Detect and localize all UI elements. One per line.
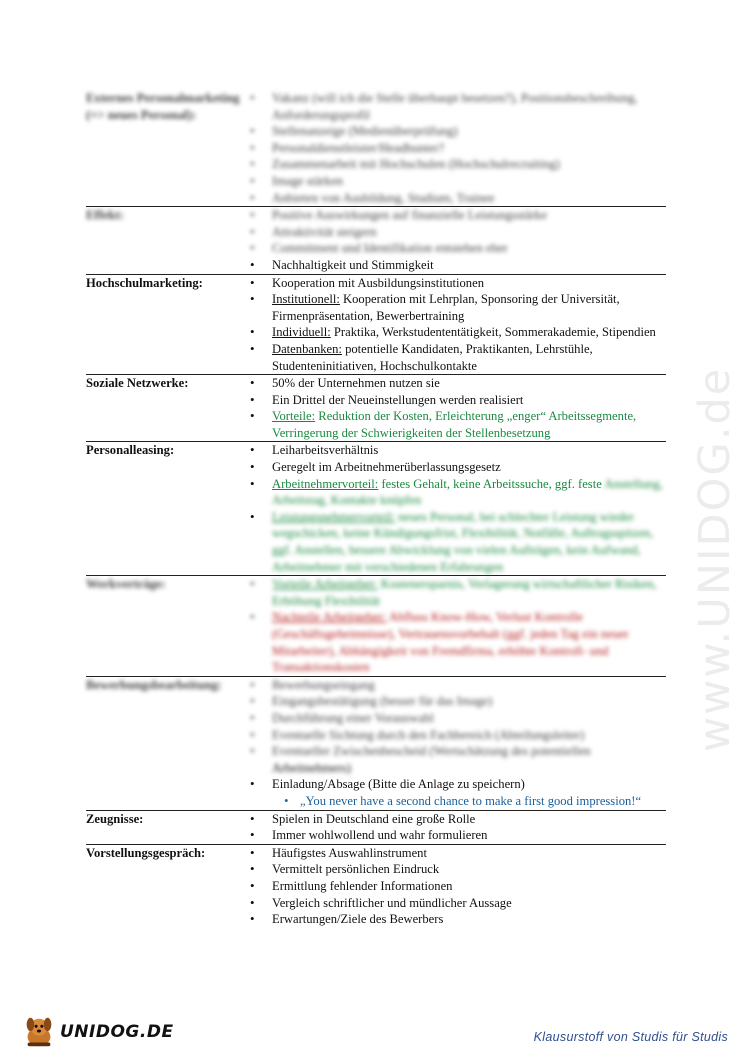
bullet-item — [272, 90, 666, 123]
footer-tagline: Klausurstoff von Studis für Studis — [533, 1030, 728, 1044]
bullet-text: Eventueller Zwischenbescheid (Wertschätzung des potentiellen — [272, 744, 591, 759]
bullet-text: Bewerbungseingang — [272, 677, 375, 692]
bullet-text: Kooperation mit Lehrplan, Sponsoring der Universität, Firmenpräsentation, Bewerbertraining — [272, 292, 620, 323]
bullet-text: Eingangsbestätigung (besser für das Image) — [272, 694, 493, 709]
section-topic: Werkverträge: — [86, 576, 246, 677]
bullet-text: neues Personal, bei schlechter Leistung wieder wegschicken, keine Kündigungsfrist, Flexibilität, Notfälle, Auftragsspitzen, ggf. Anstellen, bessere Abwicklung von vielen Aufträgen, kein Aufwand, Arbeitnehmer mit verschiedenen Erfahrungen — [272, 509, 654, 574]
logo-text: UNIDOG.DE — [60, 1022, 174, 1042]
bullet-text: Durchführung einer Vorauswahl — [272, 710, 434, 725]
bullet-item — [272, 224, 666, 241]
bullet-text: Kostenersparnis, Verlagerung wirtschaftlicher Risiken, Erhöhung Flexibilität — [272, 577, 657, 608]
bullet-text: Praktika, Werkstudententätigkeit, Sommerakademie, Stipendien — [330, 325, 656, 340]
bullet-item — [272, 375, 666, 392]
bullet-text: Ein Drittel der Neueinstellungen werden realisiert — [272, 392, 524, 407]
bullet-list — [246, 811, 666, 844]
bullet-text: Zusammenarbeit mit Hochschulen (Hochschulrecruiting) — [272, 157, 560, 172]
bullet-text: Leiharbeitsverhältnis — [272, 443, 379, 458]
bullet-item — [272, 861, 666, 878]
bullet-text: Nachhaltigkeit und Stimmigkeit — [272, 257, 434, 272]
bullet-text: Ermittlung fehlender Informationen — [272, 878, 453, 893]
bullet-list — [246, 576, 666, 676]
bullet-item — [272, 509, 666, 575]
bullet-item — [272, 257, 666, 274]
bullet-item — [272, 324, 666, 341]
bullet-text: Geregelt im Arbeitnehmerüberlassungsgesetz — [272, 460, 501, 475]
section-topic: Externes Personalmarketing (=> neues Personal): — [86, 91, 240, 122]
bullet-text: Vakanz (will ich die Stelle überhaupt besetzen?), Positionsbeschreibung, Anforderungsprofil — [272, 91, 638, 122]
bullet-text: Personaldienstleister/Headhunter? — [272, 140, 445, 155]
bullet-text: Positive Auswirkungen auf finanzielle Leistungsstärke — [272, 208, 547, 223]
section-items — [246, 810, 666, 844]
dog-mascot-icon — [20, 1013, 58, 1051]
bullet-item — [272, 408, 666, 441]
section-row — [86, 844, 666, 927]
sub-bullet-item: • „You never have a second chance to make a first good impression!“ — [300, 793, 666, 810]
section-items — [246, 375, 666, 442]
section-topic: Personalleasing: — [86, 442, 246, 576]
bullet-text: Arbeitnehmervorteil: — [272, 476, 379, 491]
bullet-list — [246, 275, 666, 375]
bullet-item — [272, 811, 666, 828]
bullet-text: Stellenanzeige (Medienüberprüfung) — [272, 124, 458, 139]
bullet-item — [272, 123, 666, 140]
section-row — [86, 442, 666, 576]
bullet-text: Anbieten von Ausbildung, Studium, Trainee — [272, 190, 495, 205]
section-row — [86, 207, 666, 274]
bullet-text: Anstellung, Arbeitstag, Kontakte knüpfen — [272, 476, 663, 508]
bullet-list — [246, 375, 666, 441]
bullet-text: Vermittelt persönlichen Eindruck — [272, 862, 440, 877]
notes-table — [86, 90, 666, 928]
bullet-item — [272, 878, 666, 895]
bullet-item — [272, 156, 666, 173]
bullet-text: Vorteile Arbeitgeber: — [272, 577, 378, 592]
bullet-text: Erwartungen/Ziele des Bewerbers — [272, 912, 444, 927]
bullet-text: Attraktivität steigern — [272, 224, 377, 239]
bullet-text: Eventuelle Sichtung durch den Fachbereich (Abteilungsleiter) — [272, 727, 585, 742]
bullet-item — [272, 291, 666, 324]
bullet-item — [272, 240, 666, 257]
bullet-text: Reduktion der Kosten, Erleichterung „enger“ Arbeitssegmente, Verringerung der Schwierigkeiten der Stellenbesetzung — [272, 409, 637, 440]
section-row — [86, 274, 666, 375]
section-items — [246, 207, 666, 274]
bullet-item — [272, 677, 666, 694]
bullet-item — [272, 173, 666, 190]
section-topic: Soziale Netzwerke: — [86, 375, 246, 442]
bullet-item — [272, 845, 666, 862]
bullet-text: Häufigstes Auswahlinstrument — [272, 845, 427, 860]
bullet-list — [246, 90, 666, 206]
bullet-text: Leistungsnehmervorteil: — [272, 509, 396, 524]
bullet-item — [272, 827, 666, 844]
section-topic: Effekt: — [86, 207, 246, 274]
section-row — [86, 90, 666, 207]
bullet-text: Nachteile Arbeitgeber: — [272, 610, 387, 625]
bullet-item — [272, 207, 666, 224]
bullet-list — [246, 442, 666, 575]
bullet-text: Vergleich schriftlicher und mündlicher Aussage — [272, 895, 512, 910]
bullet-text: festes Gehalt, keine Arbeitssuche, ggf. feste — [378, 476, 605, 491]
watermark-text: www.UNIDOG.de — [690, 366, 740, 752]
bullet-list — [246, 677, 666, 810]
bullet-text: Spielen in Deutschland eine große Rolle — [272, 811, 476, 826]
section-row — [86, 810, 666, 844]
bullet-item — [272, 727, 666, 744]
bullet-item — [272, 693, 666, 710]
section-items — [246, 844, 666, 927]
footer-logo — [20, 1012, 174, 1052]
bullet-item — [272, 341, 666, 374]
bullet-text: Arbeitnehmers) — [272, 760, 352, 775]
bullet-item — [272, 190, 666, 207]
bullet-item — [272, 743, 666, 776]
bullet-text: Vorteile: — [272, 409, 316, 424]
bullet-text: Individuell: — [272, 325, 331, 340]
section-items — [246, 274, 666, 375]
section-topic: Hochschulmarketing: — [86, 274, 246, 375]
bullet-text: Einladung/Absage (Bitte die Anlage zu speichern) — [272, 777, 525, 792]
section-row — [86, 676, 666, 810]
bullet-text: Datenbanken: — [272, 341, 342, 356]
bullet-text: 50% der Unternehmen nutzen sie — [272, 376, 440, 391]
bullet-item — [272, 459, 666, 476]
section-items — [246, 90, 666, 207]
bullet-item — [272, 895, 666, 912]
bullet-item — [272, 776, 666, 809]
notes-body — [86, 90, 666, 928]
bullet-item — [272, 140, 666, 157]
section-row — [86, 576, 666, 677]
bullet-list — [246, 845, 666, 928]
bullet-item — [272, 476, 666, 509]
sub-bullet-list — [272, 793, 666, 810]
bullet-text: Immer wohlwollend und wahr formulieren — [272, 828, 488, 843]
watermark — [690, 262, 740, 752]
bullet-item — [272, 576, 666, 609]
bullet-text: Abfluss Know-How, Verlust Kontrolle (Geschäftsgeheimnisse), Vertrauensvorbehalt (ggf. jeden Tag ein neuer Mitarbeiter), Abhängigkeit von Fremdfirma, erhöhte Kontroll- und Transaktionskosten — [272, 610, 629, 675]
section-items — [246, 676, 666, 810]
bullet-item — [272, 392, 666, 409]
bullet-item — [272, 710, 666, 727]
section-topic: Bewerbungsbearbeitung: — [86, 676, 246, 810]
bullet-text: Image stärken — [272, 173, 343, 188]
section-items — [246, 442, 666, 576]
bullet-item — [272, 275, 666, 292]
bullet-text: potentielle Kandidaten, Praktikanten, Lehrstühle, Studenteninitiativen, Hochschulkontakte — [272, 341, 593, 373]
bullet-text: Institutionell: — [272, 292, 340, 307]
section-topic: Vorstellungsgespräch: — [86, 844, 246, 927]
bullet-item — [272, 911, 666, 928]
section-items — [246, 576, 666, 677]
section-row — [86, 375, 666, 442]
bullet-text: Commitment und Identifikation entstehen eher — [272, 241, 508, 256]
bullet-item — [272, 609, 666, 675]
bullet-text: Kooperation mit Ausbildungsinstitutionen — [272, 275, 484, 290]
section-topic: Zeugnisse: — [86, 810, 246, 844]
bullet-item — [272, 442, 666, 459]
bullet-list — [246, 207, 666, 273]
